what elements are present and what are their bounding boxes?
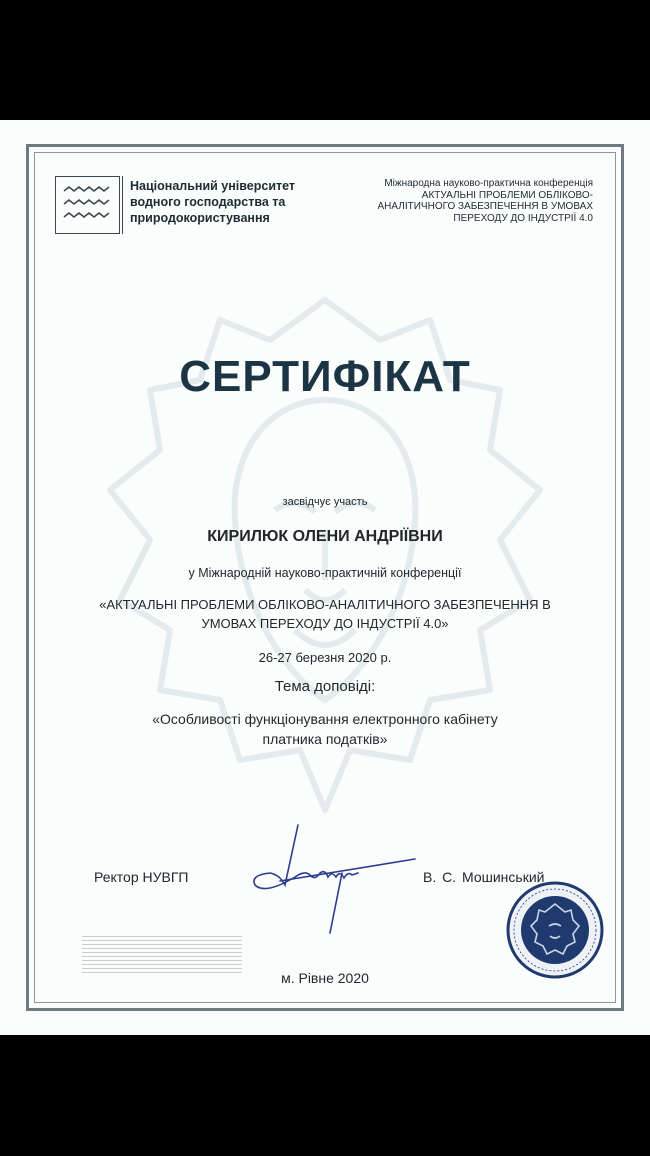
certifies-text: засвідчує участь	[282, 496, 368, 508]
certificate-title: СЕРТИФІКАТ	[179, 352, 471, 401]
conference-dates: 26-27 березня 2020 р.	[258, 650, 392, 665]
conference-header-line: ПЕРЕХОДУ ДО ІНДУСТРІЇ 4.0	[453, 212, 593, 224]
participant-name: КИРИЛЮК ОЛЕНИ АНДРІЇВНИ	[207, 528, 443, 545]
certificate-page	[0, 120, 650, 1035]
conference-name-line: «АКТУАЛЬНІ ПРОБЛЕМИ ОБЛІКОВО-АНАЛІТИЧНОГО ЗАБЕЗПЕЧЕННЯ В	[99, 597, 551, 612]
conference-header-line: АКТУАЛЬНІ ПРОБЛЕМИ ОБЛІКОВО-	[421, 189, 593, 201]
report-topic	[0, 709, 650, 749]
university-name	[130, 178, 330, 226]
university-logo	[55, 176, 120, 234]
conference-intro: у Міжнародній науково-практичній конференції	[188, 566, 462, 580]
university-name-line: Національний університет	[130, 179, 296, 193]
city-year: м. Рівне 2020	[281, 970, 369, 986]
report-topic-line: «Особливості функціонування електронного кабінету	[152, 711, 498, 727]
conference-name-line: УМОВАХ ПЕРЕХОДУ ДО ІНДУСТРІЇ 4.0»	[201, 616, 449, 631]
university-seal	[505, 880, 605, 980]
report-topic-line: платника податків»	[262, 731, 388, 747]
university-name-line: природокористування	[130, 211, 270, 225]
rector-signature	[240, 815, 420, 945]
rector-label: Ректор НУВГП	[94, 869, 189, 885]
conference-header	[333, 178, 593, 224]
logo-divider	[122, 176, 123, 234]
conference-name	[0, 595, 650, 633]
topic-label: Тема доповіді:	[274, 678, 376, 695]
signer-name: В. С. Мошинський	[423, 869, 545, 885]
university-name-line: водного господарства та	[130, 195, 286, 209]
conference-header-line: АНАЛІТИЧНОГО ЗАБЕЗПЕЧЕННЯ В УМОВАХ	[377, 201, 593, 212]
conference-header-line: Міжнародна науково-практична конференція	[384, 178, 593, 189]
